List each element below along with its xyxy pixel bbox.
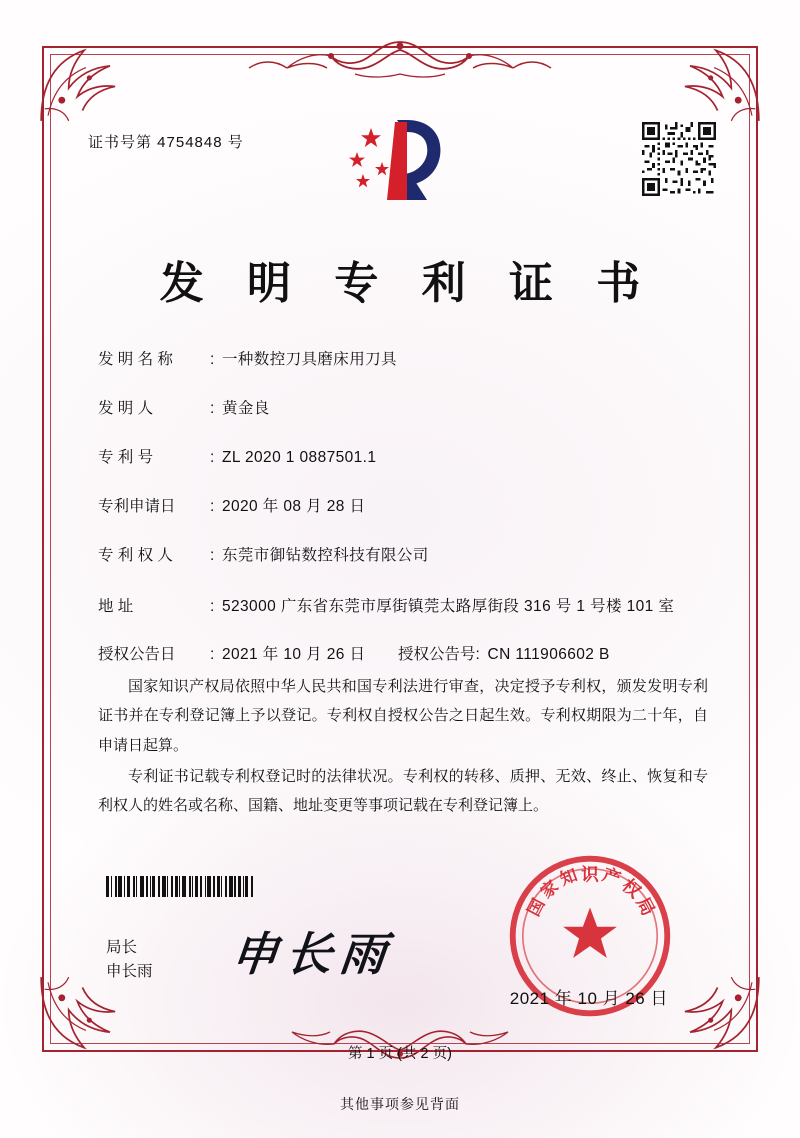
field-colon: : <box>210 400 215 418</box>
page-title: 发 明 专 利 证 书 <box>159 258 655 309</box>
field-row-application-date <box>98 495 708 519</box>
field-row-patentee <box>98 544 708 568</box>
handwritten-signature: 申长雨 <box>228 927 397 981</box>
svg-text:权: 权 <box>617 875 645 903</box>
svg-text:识: 识 <box>581 864 599 886</box>
svg-text:家: 家 <box>536 875 563 903</box>
cnipa-logo-icon <box>335 112 465 212</box>
field-colon: : <box>210 598 215 616</box>
certificate-number: 证书号第 4754848 号 <box>88 134 244 151</box>
field-value: 一种数控刀具磨床用刀具 <box>222 351 397 368</box>
page-indicator: 第 1 页 (共 2 页) <box>348 1046 452 1062</box>
field-colon: : <box>210 646 215 664</box>
field-value: 2020 年 08 月 28 日 <box>222 498 366 516</box>
signature-title: 局长 <box>106 939 138 956</box>
field-value: 黄金良 <box>222 400 270 418</box>
field-label: 专 利 号 <box>98 449 154 467</box>
svg-text:国: 国 <box>522 895 549 920</box>
seal-date: 2021 年 10 月 26 日 <box>509 989 668 1008</box>
legal-paragraph-1: 国家知识产权局依照中华人民共和国专利法进行审查，决定授予专利权，颁发发明专利证书并在专利登记簿上予以登记。专利权自授权公告之日起生效。专利权期限为二十年，自申请日起算。 <box>98 678 708 754</box>
legal-text-block <box>98 672 708 822</box>
field-colon: : <box>210 498 215 516</box>
qr-code-icon <box>642 122 716 196</box>
signature-block <box>106 936 153 984</box>
field-colon: : <box>210 351 215 368</box>
svg-text:知: 知 <box>557 864 580 889</box>
field-value: 523000 广东省东莞市厚街镇莞太路厚街段 316 号 1 号楼 101 室 <box>222 598 675 616</box>
field-row-address <box>98 593 708 620</box>
field-label: 地 址 <box>98 598 134 616</box>
field-colon: : <box>210 449 215 467</box>
grant-date-label: 授权公告日 <box>98 646 176 664</box>
barcode-icon <box>106 876 312 897</box>
field-label: 专 利 权 人 <box>98 547 173 565</box>
field-value: 东莞市御钻数控科技有限公司 <box>222 547 429 565</box>
grant-number-label: 授权公告号 <box>398 646 476 664</box>
field-row-grant <box>98 642 708 664</box>
grant-number-value: CN 111906602 B <box>487 646 610 664</box>
field-label: 发 明 名 称 <box>98 351 173 368</box>
corner-ornament-icon <box>36 40 122 126</box>
field-value: ZL 2020 1 0887501.1 <box>222 449 377 467</box>
legal-paragraph-2: 专利证书记载专利权登记时的法律状况。专利权的转移、质押、无效、终止、恢复和专利权人的姓名或名称、国籍、地址变更等事项记载在专利登记簿上。 <box>98 767 708 814</box>
signature-name: 申长雨 <box>106 963 153 981</box>
field-label: 发 明 人 <box>98 400 154 418</box>
svg-text:产: 产 <box>599 864 624 891</box>
grant-date-value: 2021 年 10 月 26 日 <box>222 646 366 664</box>
top-flourish-ornament-icon <box>235 34 565 86</box>
field-colon: : <box>210 547 215 565</box>
field-label: 专利申请日 <box>98 498 176 516</box>
field-row-inventor <box>98 397 708 421</box>
corner-ornament-icon <box>678 40 764 126</box>
field-row-patent-number <box>98 446 708 470</box>
field-colon: : <box>475 646 480 664</box>
field-list <box>98 348 708 684</box>
field-row-invention-name <box>98 348 708 372</box>
footer-note: 其他事项参见背面 <box>340 1096 460 1112</box>
svg-text:局: 局 <box>631 893 659 920</box>
